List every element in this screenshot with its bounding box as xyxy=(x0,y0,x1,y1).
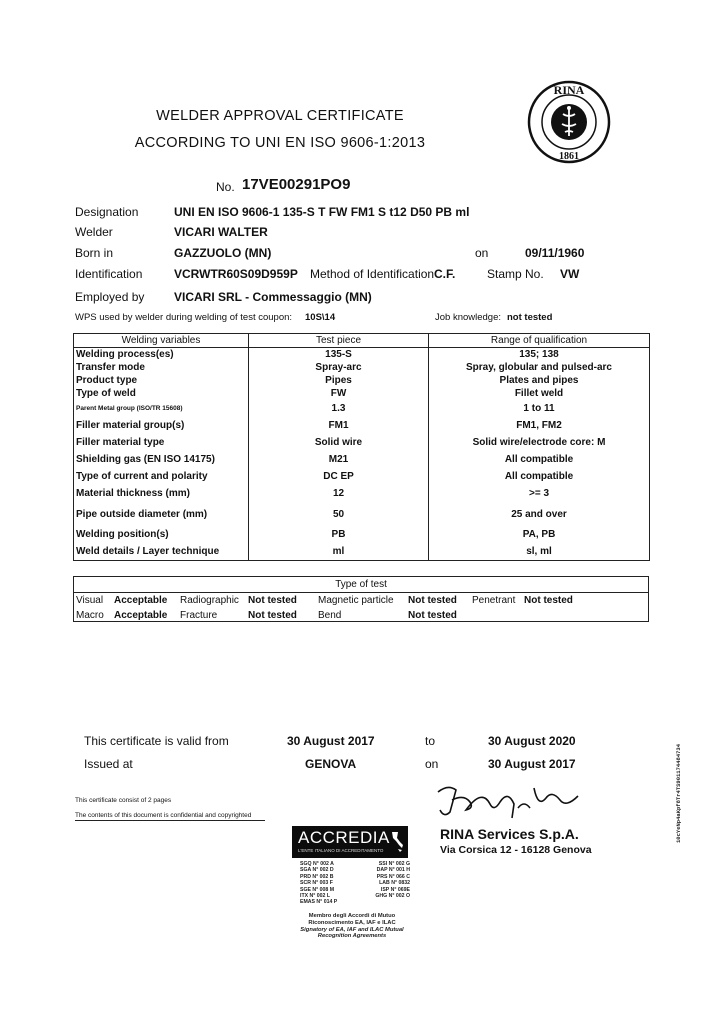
row-test: 12 xyxy=(249,485,429,502)
macro-value: Acceptable xyxy=(114,610,168,621)
penetrant-value: Not tested xyxy=(524,595,573,606)
row-test: PB xyxy=(249,526,429,543)
codes-row: ITX N° 002 L GHG N° 002 O xyxy=(300,893,410,900)
table-row xyxy=(74,451,650,468)
born-on-value: 09/11/1960 xyxy=(525,246,585,260)
accredia-subtext: L'ENTE ITALIANO DI ACCREDITAMENTO xyxy=(298,848,384,853)
confidential-note: The contents of this document is confidential and copyrighted xyxy=(75,812,252,819)
table-row xyxy=(74,434,650,451)
certificate-subtitle: ACCORDING TO UNI EN ISO 9606-1:2013 xyxy=(134,135,426,151)
row-range: 25 and over xyxy=(429,502,650,526)
mutual-line: Riconoscimento EA, IAF e ILAC xyxy=(308,919,396,926)
row-test: ml xyxy=(249,543,429,561)
codes-row: EMAS N° 014 P xyxy=(300,899,338,906)
visual-value: Acceptable xyxy=(114,595,168,606)
table-row xyxy=(74,485,650,502)
rina-logo-text: RINA xyxy=(553,83,585,97)
table-row xyxy=(74,374,650,387)
method-label: Method of Identification xyxy=(310,267,435,281)
test-row xyxy=(74,608,648,623)
job-knowledge-value: not tested xyxy=(507,312,553,323)
mutual-line: Recognition Agreements xyxy=(317,933,387,940)
issued-on-label: on xyxy=(425,757,439,771)
welder-label: Welder xyxy=(75,225,113,239)
codes-row: SGE N° 008 M ISP N° 069E xyxy=(300,886,410,893)
born-in-label: Born in xyxy=(75,246,114,260)
row-range: FM1, FM2 xyxy=(429,417,650,434)
row-variable: Material thickness (mm) xyxy=(74,485,249,502)
valid-to-value: 30 August 2020 xyxy=(488,734,576,748)
rina-logo xyxy=(527,80,611,164)
type-of-test-table xyxy=(74,577,648,623)
codes-row: SCR N° 003 F LAB N° 0832 xyxy=(300,880,410,887)
vertical-document-code xyxy=(670,715,684,845)
row-variable: Filler material type xyxy=(74,434,249,451)
row-range: All compatible xyxy=(429,468,650,485)
table-row xyxy=(74,502,650,526)
row-test: DC EP xyxy=(249,468,429,485)
row-variable: Shielding gas (EN ISO 14175) xyxy=(74,451,249,468)
italy-map-icon xyxy=(389,830,405,854)
magnetic-label: Magnetic particle xyxy=(318,595,394,606)
fracture-value: Not tested xyxy=(248,610,297,621)
stamp-value: VW xyxy=(560,267,580,281)
valid-from-label: This certificate is valid from xyxy=(84,734,229,748)
employed-label: Employed by xyxy=(75,290,145,304)
row-range: Fillet weld xyxy=(429,387,650,400)
table-row xyxy=(74,468,650,485)
table-row xyxy=(74,417,650,434)
welding-variables-table xyxy=(73,333,650,561)
row-variable: Transfer mode xyxy=(74,361,249,374)
table-row xyxy=(74,543,650,561)
row-test: M21 xyxy=(249,451,429,468)
company-address: Via Corsica 12 - 16128 Genova xyxy=(440,844,592,856)
row-test: 135-S xyxy=(249,348,429,362)
penetrant-label: Penetrant xyxy=(472,595,516,606)
row-variable: Pipe outside diameter (mm) xyxy=(74,502,249,526)
table-row xyxy=(74,400,650,417)
fracture-label: Fracture xyxy=(180,610,218,621)
radiographic-label: Radiographic xyxy=(180,595,239,606)
magnetic-value: Not tested xyxy=(408,595,457,606)
row-test: Spray-arc xyxy=(249,361,429,374)
company-name: RINA Services S.p.A. xyxy=(440,826,579,842)
rina-logo-year: 1861 xyxy=(559,151,579,162)
row-variable: Weld details / Layer technique xyxy=(74,543,249,561)
row-variable: Welding position(s) xyxy=(74,526,249,543)
signature xyxy=(430,778,590,824)
pages-note: This certificate consist of 2 pages xyxy=(75,797,172,804)
radiographic-value: Not tested xyxy=(248,595,297,606)
header-test-piece: Test piece xyxy=(249,334,429,348)
designation-label: Designation xyxy=(75,205,139,219)
welder-value: VICARI WALTER xyxy=(174,225,268,239)
row-test: FM1 xyxy=(249,417,429,434)
visual-label: Visual xyxy=(76,595,104,606)
row-range: sl, ml xyxy=(429,543,650,561)
row-range: Solid wire/electrode core: M xyxy=(429,434,650,451)
codes-row: PRD N° 002 B PRS N° 066 C xyxy=(300,873,410,880)
mutual-recognition xyxy=(282,913,422,940)
table-row xyxy=(74,526,650,543)
employed-value: VICARI SRL - Commessaggio (MN) xyxy=(174,290,372,304)
mutual-line: Membro degli Accordi di Mutuo xyxy=(308,913,396,919)
row-range: 135; 138 xyxy=(429,348,650,362)
row-variable: Parent Metal group (ISO/TR 15608) xyxy=(74,400,249,417)
row-variable: Welding process(es) xyxy=(74,348,249,362)
row-variable: Filler material group(s) xyxy=(74,417,249,434)
row-variable: Type of weld xyxy=(74,387,249,400)
stamp-label: Stamp No. xyxy=(487,267,544,281)
row-range: Plates and pipes xyxy=(429,374,650,387)
row-range: 1 to 11 xyxy=(429,400,650,417)
row-test: 50 xyxy=(249,502,429,526)
row-test: FW xyxy=(249,387,429,400)
header-welding-variables: Welding variables xyxy=(74,334,249,348)
identification-value: VCRWTR60S09D959P xyxy=(174,267,298,281)
row-test: Pipes xyxy=(249,374,429,387)
certificate-number-label: No. xyxy=(216,180,235,194)
job-knowledge-label: Job knowledge: xyxy=(435,312,502,323)
row-range: All compatible xyxy=(429,451,650,468)
born-in-value: GAZZUOLO (MN) xyxy=(174,246,272,260)
row-variable: Type of current and polarity xyxy=(74,468,249,485)
type-of-test-header: Type of test xyxy=(74,577,648,593)
accredia-logo xyxy=(292,826,408,858)
row-test: 1.3 xyxy=(249,400,429,417)
codes-row: SGA N° 002 D DAP N° 001 H xyxy=(300,867,410,874)
bend-label: Bend xyxy=(318,610,342,621)
bend-value: Not tested xyxy=(408,610,457,621)
accreditation-codes xyxy=(300,861,410,906)
certificate-title: WELDER APPROVAL CERTIFICATE xyxy=(156,108,404,124)
svg-text:10cYeNp4aKpf8Tr4TS901174484734: 10cYeNp4aKpf8Tr4TS901174484734 xyxy=(675,743,682,843)
valid-to-label: to xyxy=(425,734,436,748)
wps-value: 10S\14 xyxy=(305,312,336,323)
footer-rule xyxy=(75,820,265,821)
type-of-test-box xyxy=(73,576,649,622)
valid-from-value: 30 August 2017 xyxy=(287,734,375,748)
issued-at-label: Issued at xyxy=(84,757,133,771)
table-row xyxy=(74,348,650,362)
table-header-row xyxy=(74,334,650,348)
accredia-logo-text: ACCREDIA xyxy=(298,828,390,847)
certificate-number: 17VE00291PO9 xyxy=(242,176,351,193)
macro-label: Macro xyxy=(76,610,104,621)
row-test: Solid wire xyxy=(249,434,429,451)
wps-label: WPS used by welder during welding of test coupon: xyxy=(75,312,293,323)
row-range: >= 3 xyxy=(429,485,650,502)
test-row xyxy=(74,593,648,609)
row-variable: Product type xyxy=(74,374,249,387)
designation-value: UNI EN ISO 9606-1 135-S T FW FM1 S t12 D50 PB ml xyxy=(174,205,470,219)
header-range: Range of qualification xyxy=(429,334,650,348)
table-row xyxy=(74,387,650,400)
issued-at-value: GENOVA xyxy=(305,757,357,771)
issued-on-value: 30 August 2017 xyxy=(488,757,576,771)
mutual-line: Signatory of EA, IAF and ILAC Mutual xyxy=(300,926,404,933)
table-row xyxy=(74,361,650,374)
born-on-label: on xyxy=(475,246,489,260)
method-value: C.F. xyxy=(434,267,456,281)
row-range: Spray, globular and pulsed-arc xyxy=(429,361,650,374)
identification-label: Identification xyxy=(75,267,143,281)
row-range: PA, PB xyxy=(429,526,650,543)
codes-row: SGQ N° 002 A SSI N° 002 G xyxy=(300,861,410,867)
